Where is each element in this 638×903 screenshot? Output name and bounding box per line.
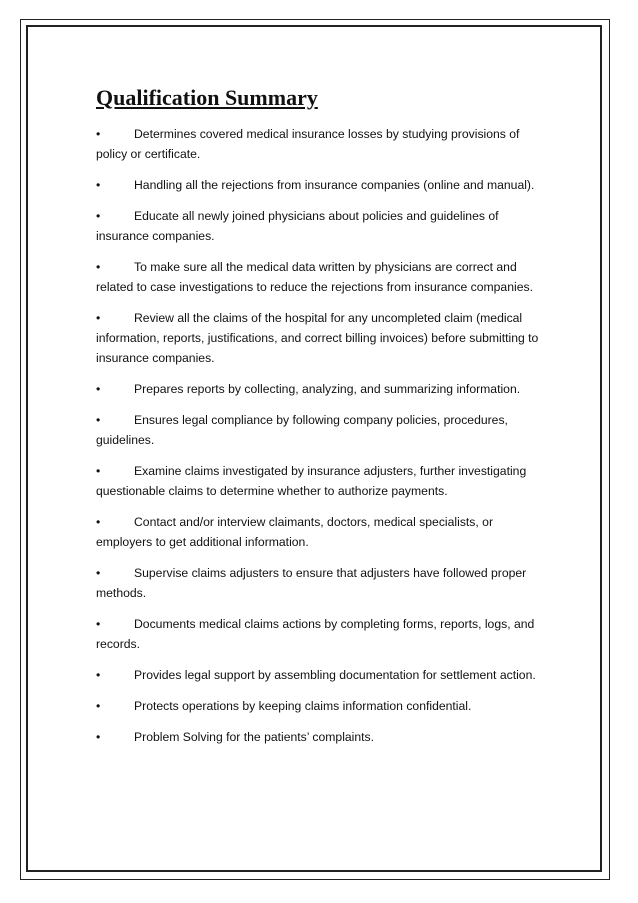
bullet: • [96, 260, 101, 274]
list-item [96, 563, 546, 603]
list-item-text: Protects operations by keeping claims information confidential. [134, 699, 472, 713]
bullet: • [96, 566, 101, 580]
bullet: • [96, 311, 101, 325]
qualification-list [96, 124, 546, 747]
list-item [96, 696, 546, 716]
list-item [96, 308, 546, 368]
list-item-text: Determines covered medical insurance losses by studying provisions of policy or certificate. [96, 127, 520, 161]
list-item-text: Documents medical claims actions by completing forms, reports, logs, and records. [96, 617, 535, 651]
list-item [96, 257, 546, 297]
bullet: • [96, 464, 101, 478]
list-item-text: To make sure all the medical data written by physicians are correct and related to case investigations to reduce the rejections from insurance companies. [96, 260, 533, 294]
list-item-text: Examine claims investigated by insurance adjusters, further investigating questionable claims to determine whether to authorize payments. [96, 464, 527, 498]
list-item-text: Supervise claims adjusters to ensure that adjusters have followed proper methods. [96, 566, 527, 600]
bullet: • [96, 730, 101, 744]
bullet: • [96, 413, 101, 427]
list-item [96, 124, 546, 164]
list-item [96, 461, 546, 501]
list-item-text: Contact and/or interview claimants, doctors, medical specialists, or employers to get additional information. [96, 515, 494, 549]
section-title: Qualification Summary [96, 85, 318, 110]
list-item-text: Ensures legal compliance by following company policies, procedures, guidelines. [96, 413, 508, 447]
list-item [96, 175, 546, 195]
list-item [96, 379, 546, 399]
list-item-text: Problem Solving for the patients’ complaints. [134, 730, 375, 744]
bullet: • [96, 382, 101, 396]
list-item-text: Provides legal support by assembling documentation for settlement action. [134, 668, 536, 682]
bullet: • [96, 178, 101, 192]
bullet: • [96, 209, 101, 223]
list-item-text: Handling all the rejections from insurance companies (online and manual). [134, 178, 535, 192]
bullet: • [96, 668, 101, 682]
list-item-text: Educate all newly joined physicians about policies and guidelines of insurance companies. [96, 209, 499, 243]
bullet: • [96, 515, 101, 529]
bullet: • [96, 127, 101, 141]
list-item [96, 206, 546, 246]
bullet: • [96, 617, 101, 631]
document-body [96, 84, 546, 758]
list-item [96, 727, 546, 747]
list-item [96, 665, 546, 685]
bullet: • [96, 699, 101, 713]
list-item [96, 512, 546, 552]
list-item-text: Review all the claims of the hospital for any uncompleted claim (medical information, reports, justifications, and correct billing invoices) before submitting to insurance companies. [96, 311, 539, 365]
list-item-text: Prepares reports by collecting, analyzing, and summarizing information. [134, 382, 521, 396]
list-item [96, 410, 546, 450]
list-item [96, 614, 546, 654]
